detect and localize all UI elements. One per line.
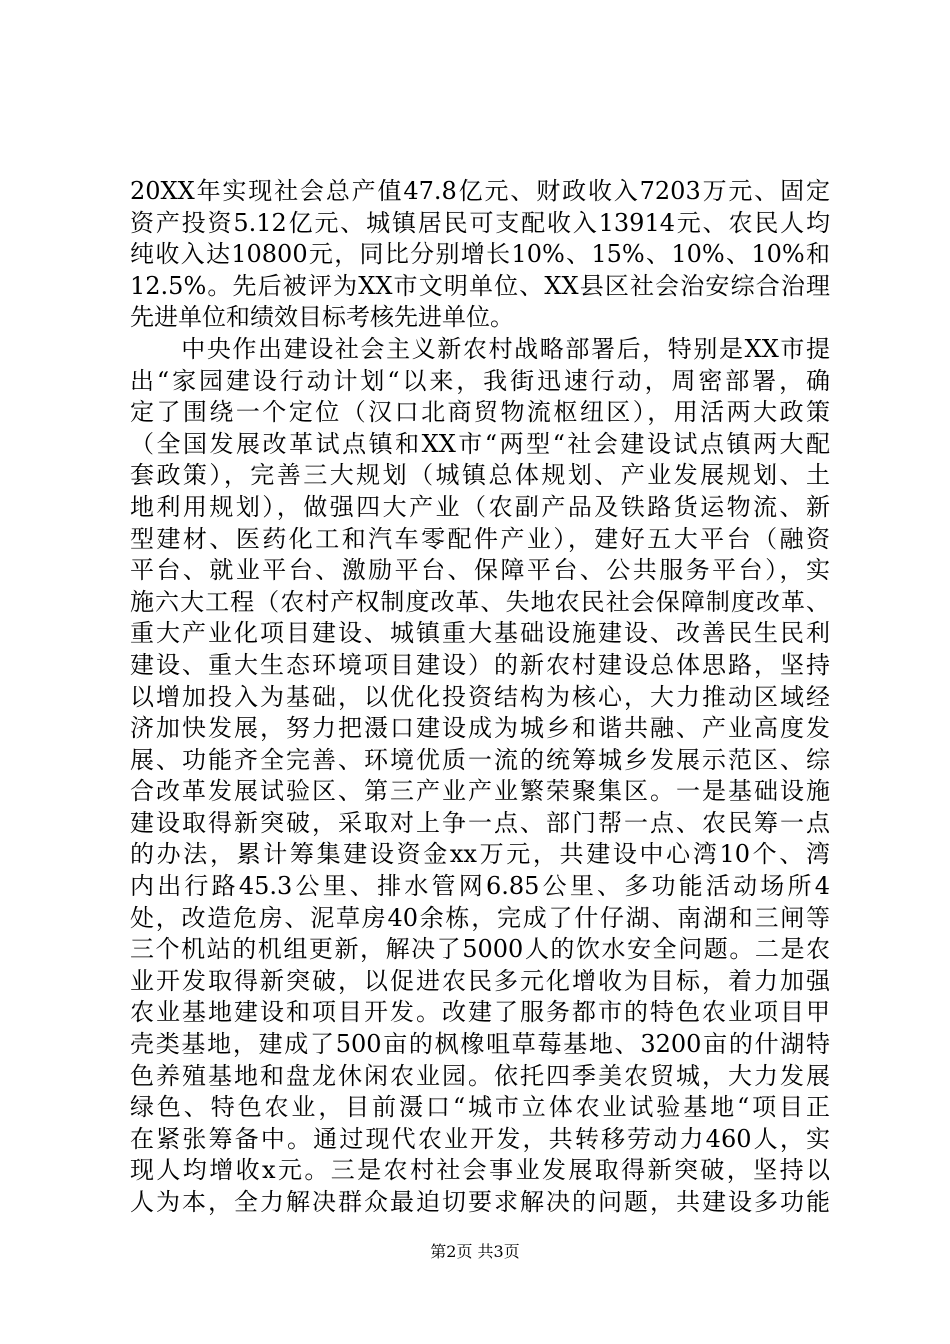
text-line: 先进单位和绩效目标考核先进单位。 xyxy=(130,303,514,332)
text-line: 资产投资5.12亿元、城镇居民可支配收入13914元、农民人均 xyxy=(130,208,830,237)
text-line: 在紧张筹备中。通过现代农业开发，共转移劳动力460人，实 xyxy=(130,1124,830,1153)
text-line: 绿色、特色农业，目前滠口“城市立体农业试验基地“项目正 xyxy=(130,1093,830,1122)
text-line: 地利用规划），做强四大产业（农副产品及铁路货运物流、新 xyxy=(130,492,830,521)
text-line: 展、功能齐全完善、环境优质一流的统筹城乡发展示范区、综 xyxy=(130,745,830,774)
text-line: 出“家园建设行动计划“以来，我街迅速行动，周密部署，确 xyxy=(130,366,830,395)
text-line: 内出行路45.3公里、排水管网6.85公里、多功能活动场所4 xyxy=(130,872,830,901)
text-line: 中央作出建设社会主义新农村战略部署后，特别是XX市提 xyxy=(130,334,830,363)
text-line: 济加快发展，努力把滠口建设成为城乡和谐共融、产业高度发 xyxy=(130,714,830,743)
text-line: 20XX年实现社会总产值47.8亿元、财政收入7203万元、固定 xyxy=(130,177,830,205)
body-text xyxy=(130,176,830,1219)
text-line: 定了围绕一个定位（汉口北商贸物流枢纽区），用活两大政策 xyxy=(130,398,830,427)
text-line: 12.5%。先后被评为XX市文明单位、XX县区社会治安综合治理 xyxy=(130,271,830,300)
page-number-footer: 第2页 共3页 xyxy=(430,1242,520,1261)
text-line: 重大产业化项目建设、城镇重大基础设施建设、改善民生民利 xyxy=(130,619,830,648)
text-line: 农业基地建设和项目开发。改建了服务都市的特色农业项目甲 xyxy=(130,998,830,1027)
text-line: 纯收入达10800元，同比分别增长10%、15%、10%、10%和 xyxy=(130,240,830,269)
text-line: 现人均增收x元。三是农村社会事业发展取得新突破，坚持以 xyxy=(130,1156,830,1185)
text-line: 以增加投入为基础，以优化投资结构为核心，大力推动区域经 xyxy=(130,682,830,711)
text-line: 壳类基地，建成了500亩的枫橡咀草莓基地、3200亩的什湖特 xyxy=(130,1030,830,1059)
text-line: 处，改造危房、泥草房40余栋，完成了什仔湖、南湖和三闸等 xyxy=(130,903,830,932)
text-line: 平台、就业平台、激励平台、保障平台、公共服务平台），实 xyxy=(130,556,830,585)
text-line: 的办法，累计筹集建设资金xx万元，共建设中心湾10个、湾 xyxy=(130,840,830,869)
text-line: （全国发展改革试点镇和XX市“两型“社会建设试点镇两大配 xyxy=(130,429,830,458)
text-line: 三个机站的机组更新，解决了5000人的饮水安全问题。二是农 xyxy=(130,935,830,964)
text-line: 套政策），完善三大规划（城镇总体规划、产业发展规划、土 xyxy=(130,461,830,490)
text-line: 施六大工程（农村产权制度改革、失地农民社会保障制度改革、 xyxy=(130,587,830,616)
text-line: 建设取得新突破，采取对上争一点、部门帮一点、农民筹一点 xyxy=(130,808,830,837)
text-line: 色养殖基地和盘龙休闲农业园。依托四季美农贸城，大力发展 xyxy=(130,1061,830,1090)
text-line: 型建材、医药化工和汽车零配件产业），建好五大平台（融资 xyxy=(130,524,830,553)
text-line: 合改革发展试验区、第三产业产业繁荣聚集区。一是基础设施 xyxy=(130,777,830,806)
text-line: 人为本，全力解决群众最迫切要求解决的问题，共建设多功能 xyxy=(130,1188,830,1216)
text-line: 业开发取得新突破，以促进农民多元化增收为目标，着力加强 xyxy=(130,966,830,995)
text-line: 建设、重大生态环境项目建设）的新农村建设总体思路，坚持 xyxy=(130,650,830,679)
